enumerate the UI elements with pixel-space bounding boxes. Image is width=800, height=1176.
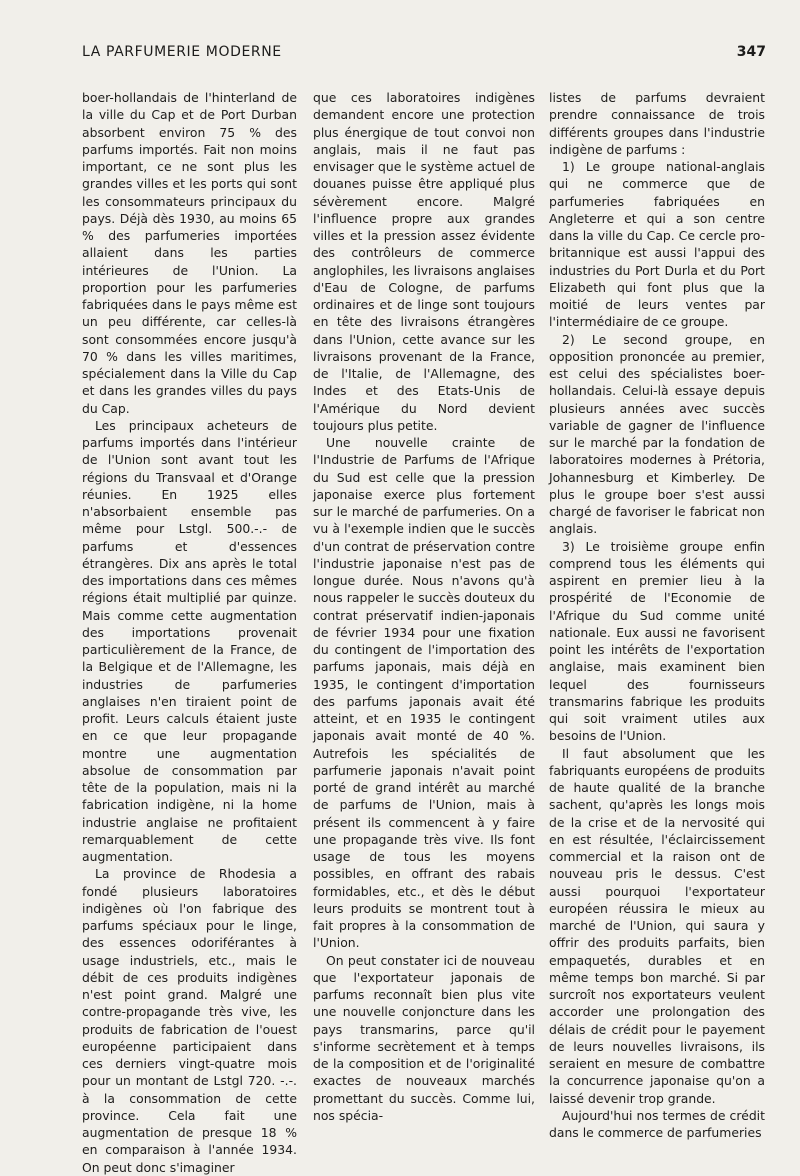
text-column-3 <box>549 89 765 1141</box>
paragraph: On peut constater ici de nouveau que l'exportateur japonais de parfums reconnaît bien plus vite une nouvelle conjoncture dans les pays transmarins, parce qu'il s'informe secrètement et à temps de la composition et de l'originalité exactes de nouveaux marchés promettant du succès. Comme lui, nos spécia- <box>313 952 535 1123</box>
running-head: LA PARFUMERIE MODERNE <box>82 44 282 60</box>
paragraph: 2) Le second groupe, en opposition prononcée au premier, est celui des spécialistes boer-hollandais. Celui-là essaye depuis plusieurs années avec succès variable de gagner de l'influence sur le marché par la fondation de laboratoires modernes à Prétoria, Johannesburg et Kimberley. De plus le groupe boer s'est aussi chargé de favoriser le fabricat non anglais. <box>549 331 765 537</box>
paragraph: 1) Le groupe national-anglais qui ne commerce que de parfumeries fabriquées en Angleterre et qui a son centre dans la ville du Cap. Ce cercle pro-britannique est aussi l'appui des industries du Port Durla et du Port Elizabeth qui font plus que la moitié de leurs ventes par l'intermédiaire de ce groupe. <box>549 159 765 330</box>
paragraph: Il faut absolument que les fabriquants européens de produits de haute qualité de la branche sachent, qu'après les longs mois de la crise et de la nervosité qui en est résultée, l'éclaircissement commercial et la raison ont de nouveau pris le dessus. C'est aussi pourquoi l'exportateur européen réussira le mieux au marché de l'Union, qui saura y offrir des produits parfaits, bien empaquetés, durables et en même temps bon marché. Si par surcroît nos exportateurs veulent accorder une prolongation des délais de crédit pour le payement de leurs nouvelles livraisons, ils seraient en mesure de combattre la concurrence japonaise qu'on a laissé devenir trop grande. <box>549 745 765 1106</box>
page-number: 347 <box>736 44 766 60</box>
paragraph: La province de Rhodesia a fondé plusieurs laboratoires indigènes où l'on fabrique des parfums spéciaux pour le linge, des essences odoriférantes à usage industriels, etc., mais le débit de ces produits indigènes n'est point grand. Malgré une contre-propagande très vive, les produits de fabrication de l'ouest européenne participaient dans ces derniers vingt-quatre mois pour un montant de Lstgl 720. -.-. à la consommation de cette province. Cela fait une augmentation de presque 18 % en comparaison à l'année 1934. On peut donc s'imaginer <box>82 866 297 1175</box>
text-column-1 <box>82 89 297 1176</box>
paragraph: Les principaux acheteurs de parfums importés dans l'intérieur de l'Union sont avant tout les régions du Transvaal et d'Orange réunies. En 1925 elles n'absorbaient ensemble pas même pour Lstgl. 500.-.- de parfums et d'essences étrangères. Dix ans après le total des importations dans ces mêmes régions était multiplié par quinze. Mais comme cette augmentation des importations provenait particulièrement de la France, de la Belgique et de l'Allemagne, les industries de parfumeries anglaises n'en tiraient point de profit. Leurs calculs étaient juste en ce que leur propagande montre une augmentation absolue de consommation par tête de la population, mais ni la fabrication indigène, ni la home industrie anglaise ne profitaient remarquablement de cette augmentation. <box>82 417 297 864</box>
page-header <box>82 44 766 64</box>
paragraph: 3) Le troisième groupe enfin comprend tous les éléments qui aspirent en premier lieu à la prospérité de l'Economie de l'Afrique du Sud comme unité nationale. Eux aussi ne favorisent point les intérêts de l'exportation anglaise, mais examinent bien lequel des fournisseurs transmarins fabrique les produits qui soit vraiment utiles aux besoins de l'Union. <box>549 538 765 744</box>
paragraph: Aujourd'hui nos termes de crédit dans le commerce de parfumeries <box>549 1107 765 1140</box>
paragraph: boer-hollandais de l'hinterland de la ville du Cap et de Port Durban absorbent environ 75 % des parfums importés. Fait non moins important, ce ne sont plus les grandes villes et les ports qui sont les consommateurs principaux du pays. Déjà dès 1930, au moins 65 % des parfumeries importées allaient dans les parties intérieures de l'Union. La proportion pour les parfumeries fabriquées dans le pays même est un peu différente, car celles-là sont consommées encore jusqu'à 70 % dans les villes maritimes, spécialement dans la Ville du Cap et dans les grandes villes du pays du Cap. <box>82 90 297 416</box>
paragraph: que ces laboratoires indigènes demandent encore une protection plus énergique de tout convoi non anglais, mais il ne faut pas envisager que le système actuel de douanes puisse être appliqué plus sévèrement encore. Malgré l'influence propre aux grandes villes et la pression assez évidente des contrôleurs de commerce anglophiles, les livraisons anglaises d'Eau de Cologne, de parfums ordinaires et de linge sont toujours en tête des livraisons étrangères dans l'Union, cette avance sur les livraisons provenant de la France, de l'Italie, de l'Allemagne, des Indes et des Etats-Unis de l'Amérique du Nord devient toujours plus petite. <box>313 90 535 433</box>
paragraph: Une nouvelle crainte de l'Industrie de Parfums de l'Afrique du Sud est celle que la pression japonaise exerce plus fortement sur le marché de parfumeries. On a vu à l'exemple indien que le succès d'un contrat de préservation contre l'industrie japonaise n'est pas de longue durée. Nous n'avons qu'à nous rappeler le succès douteux du contrat préservatif indien-japonais de février 1934 pour une fixation du contingent de l'importation des parfums japonais, mais déjà en 1935, le contingent d'importation des parfums japonais avait été atteint, et en 1935 le contingent japonais avait monté de 40 %. Autrefois les spécialités de parfumerie japonais n'avait point porté de grand intérêt au marché de parfums de l'Union, mais à présent ils commencent à y faire une propagande très vive. Ils font usage de tous les moyens possibles, en offrant des rabais formidables, etc., et dès le début leurs produits se montrent tout à fait propres à la consommation de l'Union. <box>313 435 535 951</box>
paragraph: listes de parfums devraient prendre connaissance de trois différents groupes dans l'industrie indigène de parfums : <box>549 90 765 157</box>
text-column-2 <box>313 89 535 1124</box>
